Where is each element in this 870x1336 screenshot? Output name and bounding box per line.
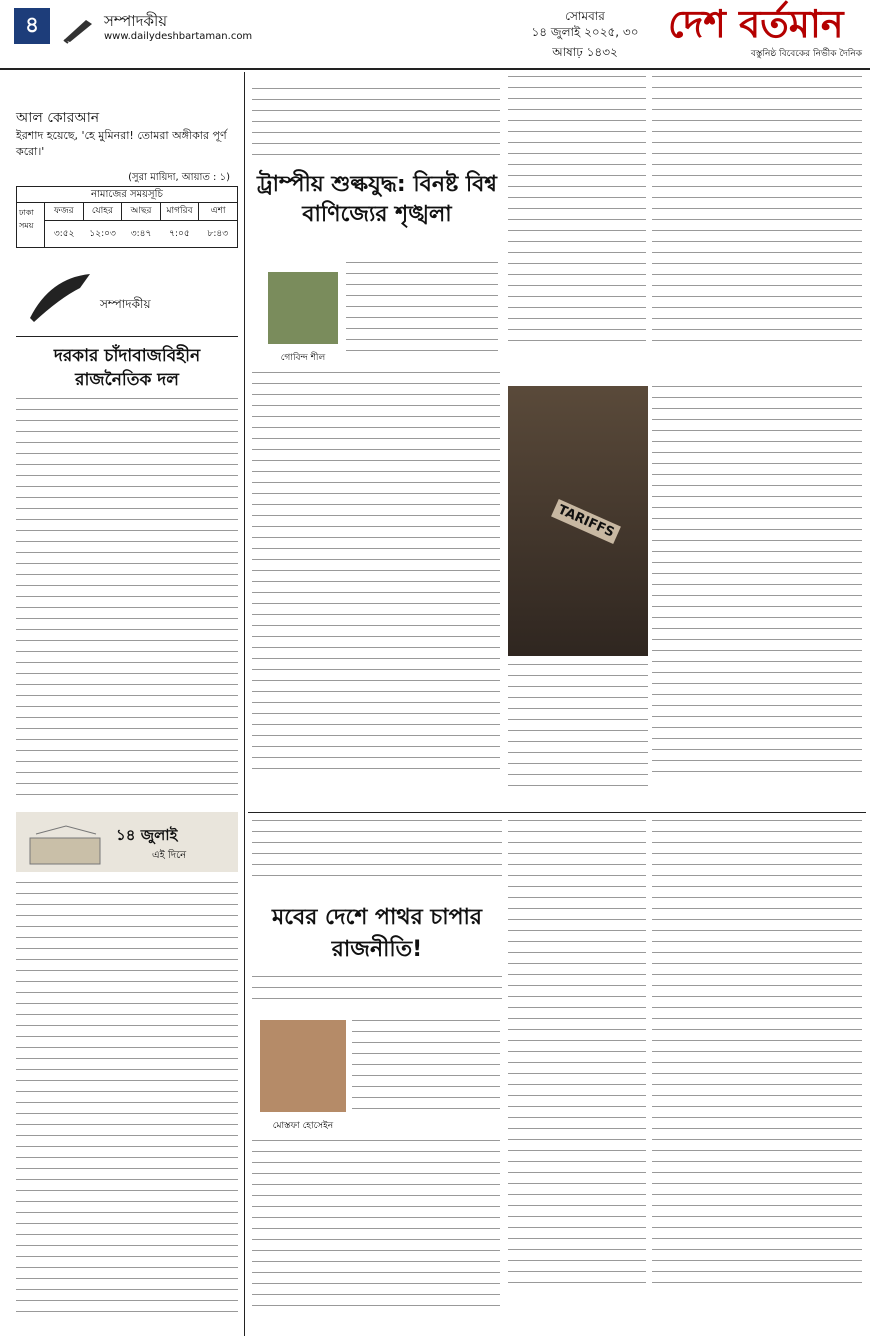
article1-body-col1 [252, 372, 500, 810]
editorial-body [16, 398, 238, 802]
page-number: ৪ [14, 8, 50, 44]
article1-body-col2 [508, 76, 646, 376]
article1-author: গোবিন্দ শীল [280, 353, 326, 363]
tariffs-box: TARIFFS [551, 499, 621, 544]
prayer-header: আছর [122, 203, 161, 220]
article2-lead [252, 820, 502, 894]
quran-ref: (সুরা মায়িদা, আয়াত : ১) [128, 172, 230, 183]
on-this-day-label: এই দিনে [152, 850, 187, 861]
masthead-logo: দেশ বর্তমান [668, 1, 844, 46]
date: ১৪ জুলাই ২০২৫, ৩০ আষাঢ় ১৪৩২ [531, 25, 639, 59]
section-name: সম্পাদকীয় [104, 12, 168, 30]
prayer-title: নামাজের সময়সূচি [17, 187, 237, 203]
article1-body [346, 262, 498, 362]
quran-text: ইরশাদ হয়েছে, 'হে মুমিনরা! তোমরা অঙ্গীকার পূর্ণ করো।' [16, 129, 227, 158]
masthead [668, 2, 868, 60]
article2-body-col1 [252, 1140, 500, 1330]
day: সোমবার [565, 9, 605, 23]
prayer-time: ৩:৪৭ [130, 228, 152, 239]
article2-body-col3 [652, 820, 862, 1330]
prayer-header: এশা [210, 206, 226, 216]
prayer-grid [45, 203, 237, 247]
pen-icon [62, 14, 96, 44]
article1-author-photo [268, 272, 338, 344]
article2-body-side [352, 1020, 500, 1130]
editorial-headline: দরকার চাঁদাবাজবিহীন রাজনৈতিক দল [53, 346, 201, 390]
website[interactable]: www.dailydeshbartaman.com [104, 31, 253, 42]
prayer-time: ৭:০৫ [169, 228, 190, 239]
masthead-tagline: বস্তুনিষ্ঠ বিবেকের নির্ভীক দৈনিক [750, 49, 862, 59]
article2-headline: মবের দেশে পাথর চাপার রাজনীতি! [271, 905, 483, 962]
prayer-time: ১২:০৩ [89, 228, 116, 239]
prayer-header: যোহর [84, 203, 123, 220]
column-divider [244, 72, 245, 1336]
article1-body-col3 [652, 76, 862, 376]
article1-headline: ট্রাম্পীয় শুল্কযুদ্ধ: বিনষ্ট বিশ্ব বাণিজ্যের শৃঙ্খলা [257, 172, 497, 227]
prayer-header: ফজর [45, 203, 84, 220]
article1-lead [252, 88, 500, 168]
article1-body-col5 [508, 664, 648, 810]
prayer-time: ৩:৫২ [53, 228, 75, 239]
prayer-time: ৮:৪৩ [207, 228, 229, 239]
editorial-label: সম্পাদকীয় [100, 297, 151, 311]
article2-author: মোস্তফা হোসেইন [272, 1121, 334, 1131]
article2-body-col2 [508, 820, 646, 1330]
quran-title: আল কোরআন [16, 110, 100, 126]
prayer-header: মাগরিব [161, 203, 200, 220]
article2-author-photo [260, 1020, 346, 1112]
on-this-day-list [16, 882, 238, 1322]
article2-body [252, 976, 502, 1016]
prayer-label: ঢাকা সময় [17, 203, 45, 247]
pen-nib-icon [20, 268, 100, 328]
page-header [0, 0, 870, 70]
article1-body-col4 [652, 386, 862, 810]
on-this-day-date: ১৪ জুলাই [116, 826, 178, 844]
prayer-table [16, 186, 238, 248]
book-icon [26, 824, 106, 868]
